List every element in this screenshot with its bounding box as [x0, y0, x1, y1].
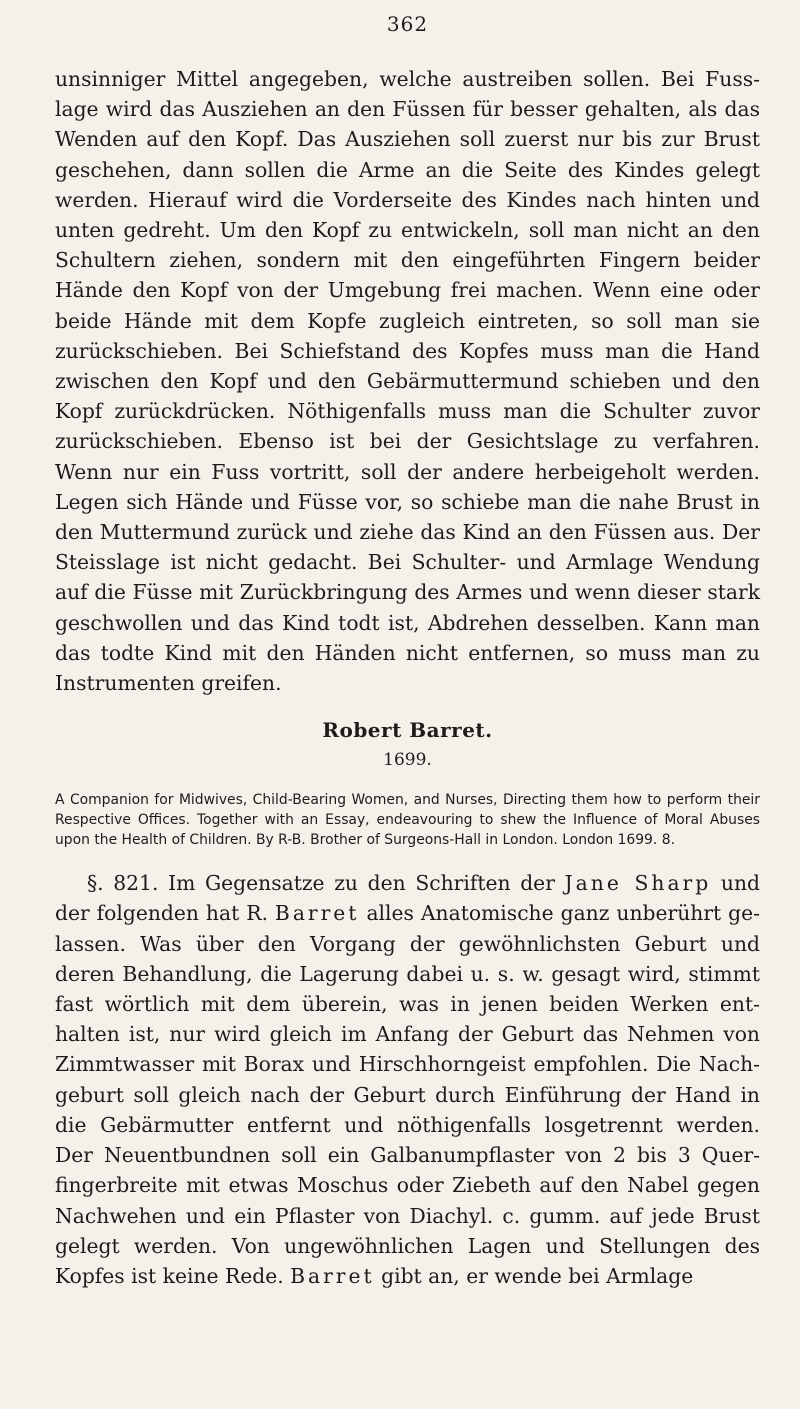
paragraph-2-text-1: §. 821. Im Gegensatze zu den Schriften der — [87, 871, 565, 896]
page-number: 362 — [386, 12, 429, 36]
paragraph-2 — [55, 868, 760, 1291]
publication-year: 1699. — [383, 750, 432, 771]
bibliographic-citation: A Companion for Midwives, Child-Bearing Women, and Nurses, Directing them how to perform their Respective Offices. Together with an Essay, endeavouring to shew the Influence of Moral Abuses upon the Health of Children. By R-B. Brother of Surgeons-Hall in London. London 1699. 8. — [55, 792, 760, 849]
person-name-jane-sharp: Jane Sharp — [564, 871, 712, 896]
person-name-barret-2: Barret — [290, 1263, 375, 1288]
paragraph-1: unsinniger Mittel angegeben, welche austreiben sollen. Bei Fusslage wird das Ausziehen an den Füssen für besser gehalten, als das Wenden auf den Kopf. Das Ausziehen soll zuerst nur bis zur Brust geschehen, dann sollen die Arme an die Seite des Kindes gelegt werden. Hierauf wird die Vorderseite des Kindes nach hinten und unten gedreht. Um den Kopf zu entwickeln, soll man nicht an den Schultern ziehen, sondern mit den eingeführten Fingern beider Hände den Kopf von der Umgebung frei machen. Wenn eine oder beide Hände mit dem Kopfe zugleich eintreten, so soll man sie zurückschieben. Bei Schiefstand des Kopfes muss man die Hand zwischen den Kopf und den Gebärmuttermund schieben und den Kopf zurückdrücken. Nöthigenfalls muss man die Schulter zuvor zurückschieben. Ebenso ist bei der Gesichtslage zu verfahren. Wenn nur ein Fuss vortritt, soll der andere herbeigeholt werden. Legen sich Hände und Füsse vor, so schiebe man die nahe Brust in den Muttermund zurück und ziehe das Kind an den Füssen aus. Der Steisslage ist nicht gedacht. Bei Schulter- und Armlage Wendung auf die Füsse mit Zurückbringung des Armes und wenn dieser stark geschwollen und das Kind todt ist, Abdrehen desselben. Kann man das todte Kind mit den Händen nicht entfernen, so muss man zu Instrumenten greifen. — [55, 67, 760, 696]
paragraph-2-text-3: alles Anatomische ganz unberührt gelassen. Was über den Vorgang der gewöhnlichsten Geburt und deren Behandlung, die Lagerung dabei u. s. w. gesagt wird, stimmt fast wörtlich mit dem überein, was in jenen beiden Werken enthalten ist, nur wird gleich im Anfang der Geburt das Nehmen von Zimmtwasser mit Borax und Hirschhorngeist empfohlen. Die Nachgeburt soll gleich nach der Geburt durch Einführung der Hand in die Gebärmutter entfernt und nöthigenfalls losgetrennt werden. Der Neuentbundnen soll ein Galbanumpflaster von 2 bis 3 Querfingerbreite mit etwas Moschus oder Ziebeth auf den Nabel gegen Nachwehen und ein Pflaster von Diachyl. c. gumm. auf jede Brust gelegt werden. Von ungewöhnlichen Lagen und Stellungen des Kopfes ist keine Rede. — [55, 901, 760, 1288]
author-heading: Robert Barret. — [322, 718, 493, 743]
paragraph-2-text-2: und der folgenden hat R. — [55, 871, 760, 926]
paragraph-2-text-4: gibt an, er wende bei Armlage — [374, 1263, 694, 1288]
person-name-barret: Barret — [274, 901, 360, 926]
